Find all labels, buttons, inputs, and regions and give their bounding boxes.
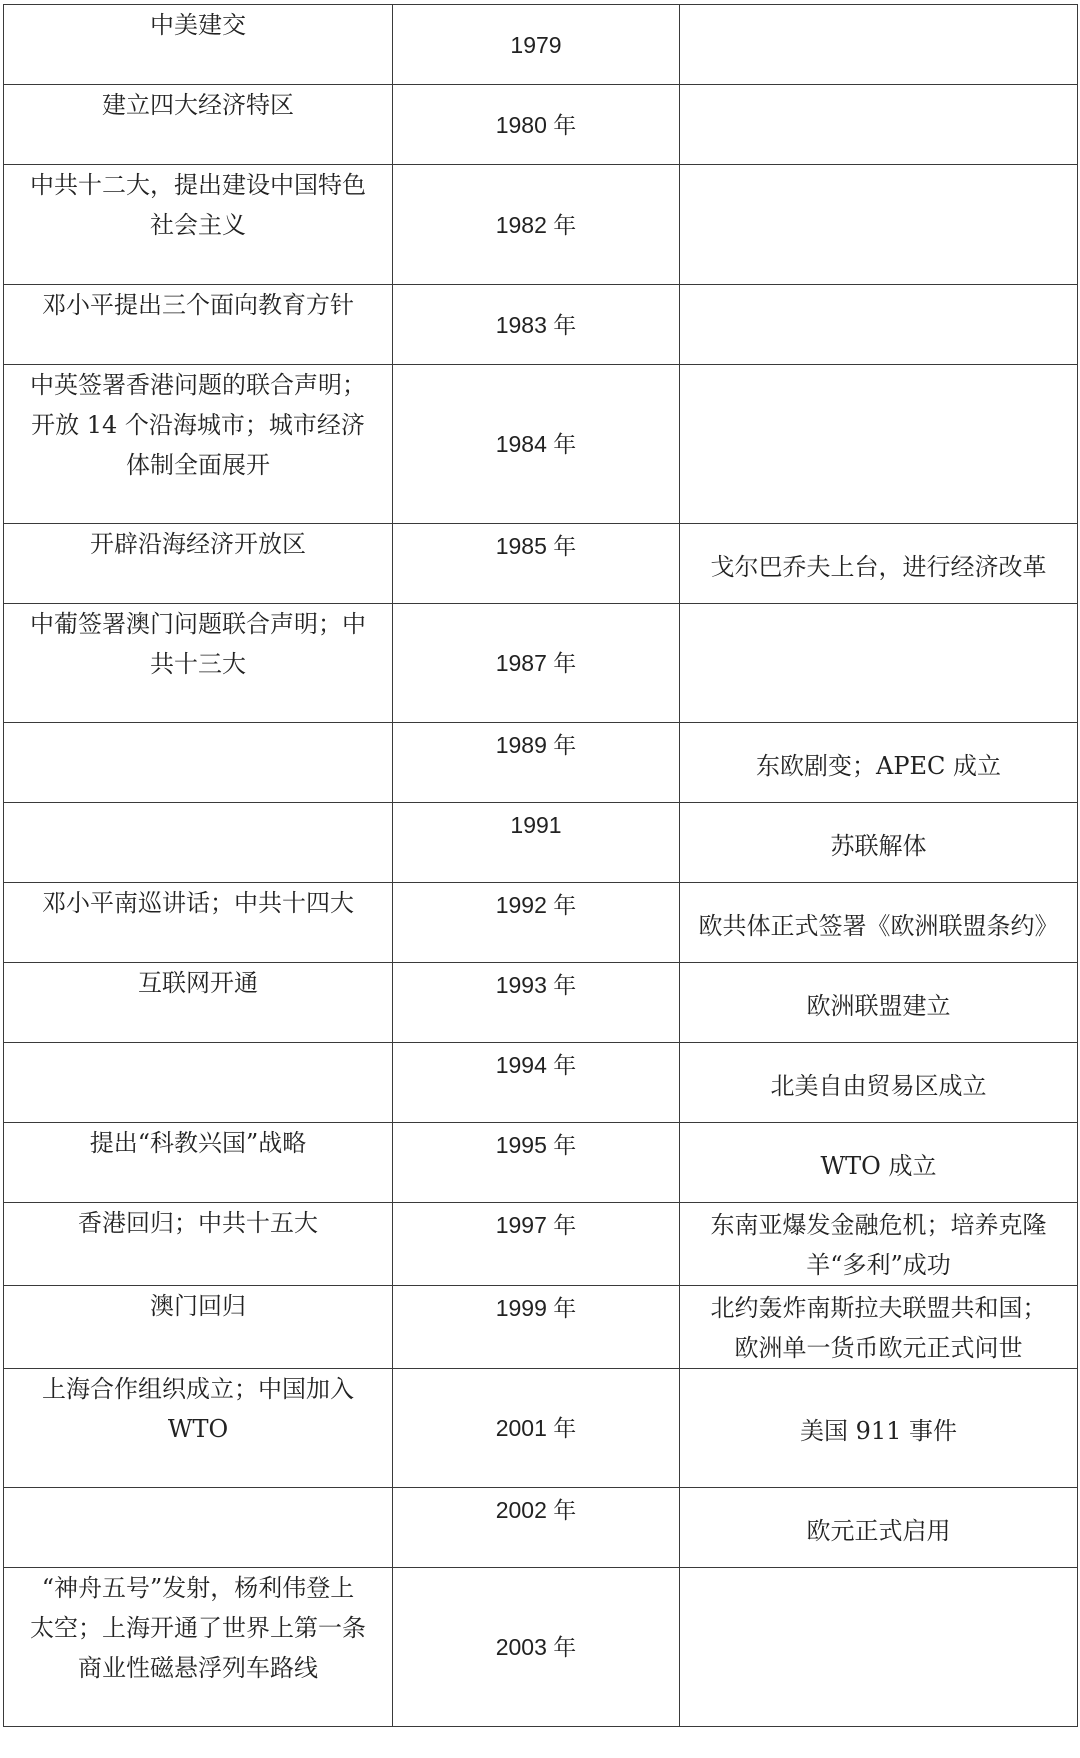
world-event-cell: 戈尔巴乔夫上台，进行经济改革 <box>680 524 1078 604</box>
year-cell: 1997 年 <box>393 1203 680 1286</box>
world-event-cell: 苏联解体 <box>680 803 1078 883</box>
table-row <box>4 285 1078 365</box>
year-cell: 1992 年 <box>393 883 680 963</box>
year-cell: 1984 年 <box>393 365 680 524</box>
table-row <box>4 1043 1078 1123</box>
china-event-cell <box>4 803 393 883</box>
china-event-cell: “神舟五号”发射，杨利伟登上 太空；上海开通了世界上第一条 商业性磁悬浮列车路线 <box>4 1568 393 1727</box>
year-cell: 1991 <box>393 803 680 883</box>
year-cell: 2002 年 <box>393 1488 680 1568</box>
world-event-cell <box>680 365 1078 524</box>
world-event-cell <box>680 165 1078 285</box>
world-event-cell: 欧元正式启用 <box>680 1488 1078 1568</box>
year-cell: 2003 年 <box>393 1568 680 1727</box>
world-event-cell: 欧共体正式签署《欧洲联盟条约》 <box>680 883 1078 963</box>
world-event-cell <box>680 1568 1078 1727</box>
china-event-cell <box>4 723 393 803</box>
world-event-cell: 东欧剧变；APEC 成立 <box>680 723 1078 803</box>
year-cell: 1994 年 <box>393 1043 680 1123</box>
year-cell: 1980 年 <box>393 85 680 165</box>
china-event-cell: 邓小平南巡讲话；中共十四大 <box>4 883 393 963</box>
world-event-cell: 北约轰炸南斯拉夫联盟共和国； 欧洲单一货币欧元正式问世 <box>680 1286 1078 1369</box>
year-cell: 1987 年 <box>393 604 680 723</box>
table-row <box>4 1568 1078 1727</box>
china-event-cell <box>4 1488 393 1568</box>
table-row <box>4 1369 1078 1488</box>
year-cell: 1979 <box>393 5 680 85</box>
world-event-cell: WTO 成立 <box>680 1123 1078 1203</box>
world-event-cell <box>680 285 1078 365</box>
year-cell: 1982 年 <box>393 165 680 285</box>
china-event-cell: 澳门回归 <box>4 1286 393 1369</box>
year-cell: 1999 年 <box>393 1286 680 1369</box>
year-cell: 1983 年 <box>393 285 680 365</box>
china-event-cell: 邓小平提出三个面向教育方针 <box>4 285 393 365</box>
world-event-cell: 东南亚爆发金融危机；培养克隆 羊“多利”成功 <box>680 1203 1078 1286</box>
china-event-cell: 中共十二大，提出建设中国特色 社会主义 <box>4 165 393 285</box>
table-row <box>4 1286 1078 1369</box>
year-cell: 1985 年 <box>393 524 680 604</box>
year-cell: 1989 年 <box>393 723 680 803</box>
world-event-cell <box>680 604 1078 723</box>
china-event-cell: 上海合作组织成立；中国加入 WTO <box>4 1369 393 1488</box>
table-row <box>4 365 1078 524</box>
table-row <box>4 963 1078 1043</box>
world-event-cell: 欧洲联盟建立 <box>680 963 1078 1043</box>
table-row <box>4 5 1078 85</box>
year-cell: 1993 年 <box>393 963 680 1043</box>
china-event-cell: 中美建交 <box>4 5 393 85</box>
year-cell: 2001 年 <box>393 1369 680 1488</box>
china-event-cell: 开辟沿海经济开放区 <box>4 524 393 604</box>
china-event-cell: 中葡签署澳门问题联合声明；中 共十三大 <box>4 604 393 723</box>
world-event-cell: 美国 911 事件 <box>680 1369 1078 1488</box>
world-event-cell <box>680 85 1078 165</box>
table-row <box>4 883 1078 963</box>
year-cell: 1995 年 <box>393 1123 680 1203</box>
china-event-cell <box>4 1043 393 1123</box>
world-event-cell <box>680 5 1078 85</box>
world-event-cell: 北美自由贸易区成立 <box>680 1043 1078 1123</box>
china-event-cell: 中英签署香港问题的联合声明； 开放 14 个沿海城市；城市经济 体制全面展开 <box>4 365 393 524</box>
timeline-table <box>3 4 1078 1727</box>
china-event-cell: 香港回归；中共十五大 <box>4 1203 393 1286</box>
china-event-cell: 互联网开通 <box>4 963 393 1043</box>
table-row <box>4 1123 1078 1203</box>
table-row <box>4 604 1078 723</box>
table-row <box>4 85 1078 165</box>
table-row <box>4 723 1078 803</box>
china-event-cell: 提出“科教兴国”战略 <box>4 1123 393 1203</box>
table-row <box>4 803 1078 883</box>
table-row <box>4 165 1078 285</box>
china-event-cell: 建立四大经济特区 <box>4 85 393 165</box>
table-row <box>4 1203 1078 1286</box>
table-row <box>4 524 1078 604</box>
table-row <box>4 1488 1078 1568</box>
